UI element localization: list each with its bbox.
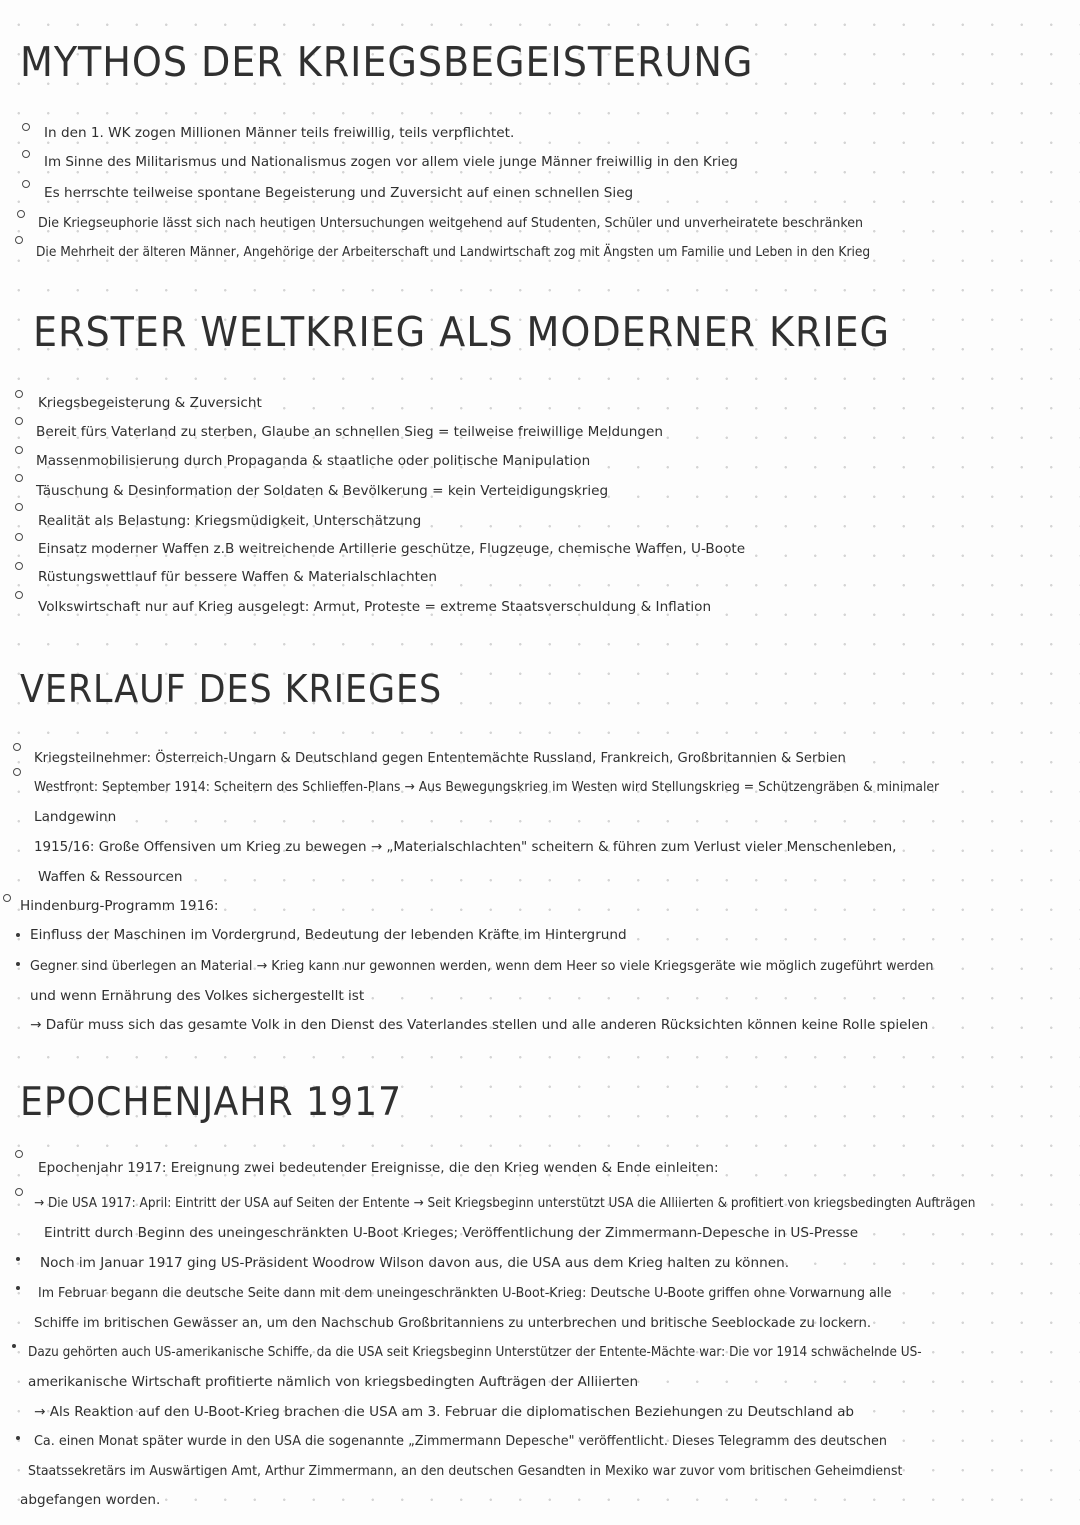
note-line: Realität als Belastung: Kriegsmüdigkeit, Unterschätzung [38, 513, 422, 529]
note-line: Dazu gehörten auch US-amerikanische Schiffe, da die USA seit Kriegsbeginn Unterstützer der Entente-Mächte war: Die vor 1914 schwächelnde US- [28, 1344, 922, 1360]
note-line: Waffen & Ressourcen [38, 869, 183, 885]
heading-mythos: MYTHOS DER KRIEGSBEGEISTERUNG [20, 38, 754, 86]
note-line: Volkswirtschaft nur auf Krieg ausgelegt: Armut, Proteste = extreme Staatsverschuldung & Inflation [38, 599, 712, 615]
circle-bullet-icon [15, 533, 23, 541]
circle-bullet-icon [15, 446, 23, 454]
note-line: Rüstungswettlauf für bessere Waffen & Materialschlachten [38, 569, 437, 585]
note-line: In den 1. WK zogen Millionen Männer teils freiwillig, teils verpflichtet. [44, 125, 515, 141]
note-line: Im Sinne des Militarismus und Nationalismus zogen vor allem viele junge Männer freiwillig in den Krieg [44, 154, 738, 170]
note-line: Ca. einen Monat später wurde in den USA die sogenannte „Zimmermann Depesche" veröffentlicht. Dieses Telegramm des deutschen [34, 1433, 888, 1449]
circle-bullet-icon [22, 123, 30, 131]
note-line: Einfluss der Maschinen im Vordergrund, Bedeutung der lebenden Kräfte im Hintergrund [30, 927, 627, 943]
circle-bullet-icon [15, 562, 23, 570]
note-line: → Die USA 1917: April: Eintritt der USA auf Seiten der Entente → Seit Kriegsbeginn unterstützt USA die Alliierten & profitiert von kriegsbedingten Aufträgen [34, 1195, 976, 1211]
note-line: Noch im Januar 1917 ging US-Präsident Woodrow Wilson davon aus, die USA aus dem Krieg halten zu können. [40, 1255, 790, 1271]
circle-bullet-icon [15, 236, 23, 244]
circle-bullet-icon [15, 1150, 23, 1158]
note-line: Bereit fürs Vaterland zu sterben, Glaube an schnellen Sieg = teilweise freiwillige Meldungen [36, 424, 664, 440]
note-line: Im Februar begann die deutsche Seite dann mit dem uneingeschränkten U-Boot-Krieg: Deutsche U-Boote griffen ohne Vorwarnung alle [38, 1285, 892, 1301]
circle-bullet-icon [15, 1188, 23, 1196]
note-line: amerikanische Wirtschaft profitierte nämlich von kriegsbedingten Aufträgen der Alliierten [28, 1374, 639, 1390]
dot-bullet-icon [16, 962, 20, 966]
note-line: Kriegsteilnehmer: Österreich-Ungarn & Deutschland gegen Ententemächte Russland, Frankreich, Großbritannien & Serbien [34, 750, 846, 766]
note-line: Gegner sind überlegen an Material → Krieg kann nur gewonnen werden, wenn dem Heer so viele Kriegsgeräte wie möglich zugeführt werden [30, 958, 934, 974]
note-line: Hindenburg-Programm 1916: [20, 898, 219, 914]
note-line: Es herrschte teilweise spontane Begeisterung und Zuversicht auf einen schnellen Sieg [44, 185, 634, 201]
heading-modern-war: ERSTER WELTKRIEG ALS MODERNER KRIEG [33, 308, 891, 356]
note-line: abgefangen worden. [20, 1492, 161, 1508]
note-line: Die Mehrheit der älteren Männer, Angehörige der Arbeiterschaft und Landwirtschaft zog mit Ängsten um Familie und Leben in den Krieg [36, 244, 871, 260]
note-line: Kriegsbegeisterung & Zuversicht [38, 395, 262, 411]
dot-bullet-icon [12, 1344, 16, 1348]
dot-bullet-icon [16, 933, 20, 937]
note-line: 1915/16: Große Offensiven um Krieg zu bewegen → „Materialschlachten" scheitern & führen zum Verlust vieler Menschenleben, [34, 839, 897, 855]
heading-course-of-war: VERLAUF DES KRIEGES [20, 667, 443, 711]
note-line: Die Kriegseuphorie lässt sich nach heutigen Untersuchungen weitgehend auf Studenten, Schüler und unverheiratete beschränken [38, 215, 864, 231]
note-line: Eintritt durch Beginn des uneingeschränkten U-Boot Krieges; Veröffentlichung der Zimmermann-Depesche in US-Presse [44, 1225, 859, 1241]
circle-bullet-icon [13, 743, 21, 751]
dot-bullet-icon [16, 1257, 20, 1261]
circle-bullet-icon [15, 417, 23, 425]
circle-bullet-icon [15, 591, 23, 599]
note-line: und wenn Ernährung des Volkes sichergestellt ist [30, 988, 365, 1004]
note-line: Landgewinn [34, 809, 117, 825]
circle-bullet-icon [22, 180, 30, 188]
note-line: Massenmobilisierung durch Propaganda & staatliche oder politische Manipulation [36, 453, 591, 469]
note-line: Westfront: September 1914: Scheitern des Schlieffen-Plans → Aus Bewegungskrieg im Westen wird Stellungskrieg = Schützengräben & minimaler [34, 779, 940, 795]
circle-bullet-icon [17, 210, 25, 218]
note-line: Schiffe im britischen Gewässer an, um den Nachschub Großbritanniens zu unterbrechen und britische Seeblockade zu lockern. [34, 1315, 872, 1331]
circle-bullet-icon [3, 894, 11, 902]
circle-bullet-icon [15, 503, 23, 511]
note-line: → Als Reaktion auf den U-Boot-Krieg brachen die USA am 3. Februar die diplomatischen Beziehungen zu Deutschland ab [34, 1404, 855, 1420]
note-line: Einsatz moderner Waffen z.B weitreichende Artillerie geschütze, Flugzeuge, chemische Waffen, U-Boote [38, 541, 746, 557]
note-line: Täuschung & Desinformation der Soldaten & Bevölkerung = kein Verteidigungskrieg [36, 483, 609, 499]
circle-bullet-icon [13, 768, 21, 776]
dot-bullet-icon [16, 1286, 20, 1290]
note-line: → Dafür muss sich das gesamte Volk in den Dienst des Vaterlandes stellen und alle anderen Rücksichten können keine Rolle spielen [30, 1017, 929, 1033]
dot-bullet-icon [16, 1436, 20, 1440]
circle-bullet-icon [22, 150, 30, 158]
note-line: Staatssekretärs im Auswärtigen Amt, Arthur Zimmermann, an den deutschen Gesandten in Mexiko war zuvor vom britischen Geheimdienst [28, 1463, 903, 1479]
note-line: Epochenjahr 1917: Ereignung zwei bedeutender Ereignisse, die den Krieg wenden & Ende einleiten: [38, 1160, 719, 1176]
heading-epochal-year-1917: EPOCHENJAHR 1917 [20, 1080, 403, 1125]
circle-bullet-icon [15, 390, 23, 398]
circle-bullet-icon [15, 474, 23, 482]
